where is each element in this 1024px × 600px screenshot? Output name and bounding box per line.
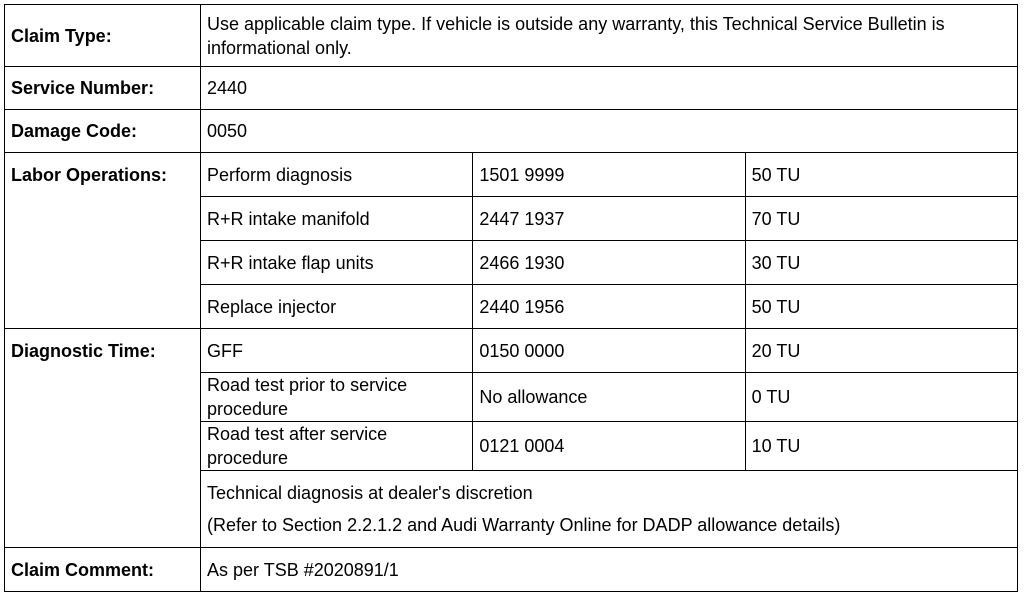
labor-op-tu: 50 TU [745, 153, 1017, 197]
service-number-value: 2440 [201, 67, 1018, 110]
claim-type-value: Use applicable claim type. If vehicle is outside any warranty, this Technical Service Bulletin is informational only. [201, 5, 1018, 67]
diag-code: 0121 0004 [473, 422, 745, 471]
claim-type-row [5, 5, 1018, 67]
diag-desc: Road test after service procedure [201, 422, 473, 471]
labor-operation-row [5, 153, 1018, 197]
labor-op-desc: Replace injector [201, 285, 473, 329]
diagnostic-time-row [5, 329, 1018, 373]
diag-tu: 20 TU [745, 329, 1017, 373]
labor-op-tu: 70 TU [745, 197, 1017, 241]
diag-tu: 10 TU [745, 422, 1017, 471]
damage-code-row [5, 110, 1018, 153]
labor-op-code: 1501 9999 [473, 153, 745, 197]
labor-op-desc: R+R intake flap units [201, 241, 473, 285]
damage-code-label: Damage Code: [5, 110, 201, 153]
claim-comment-row [5, 548, 1018, 592]
claim-comment-label: Claim Comment: [5, 548, 201, 592]
labor-operations-label: Labor Operations: [5, 153, 201, 329]
claim-type-label: Claim Type: [5, 5, 201, 67]
warranty-claim-table [4, 4, 1018, 592]
labor-op-tu: 30 TU [745, 241, 1017, 285]
service-number-label: Service Number: [5, 67, 201, 110]
labor-op-code: 2447 1937 [473, 197, 745, 241]
diag-code: 0150 0000 [473, 329, 745, 373]
diagnostic-note-line1: Technical diagnosis at dealer's discretion [207, 483, 533, 503]
labor-op-code: 2466 1930 [473, 241, 745, 285]
diag-desc: Road test prior to service procedure [201, 373, 473, 422]
diagnostic-note-line2: (Refer to Section 2.2.1.2 and Audi Warranty Online for DADP allowance details) [207, 515, 841, 535]
labor-op-desc: R+R intake manifold [201, 197, 473, 241]
service-number-row [5, 67, 1018, 110]
labor-op-code: 2440 1956 [473, 285, 745, 329]
diag-tu: 0 TU [745, 373, 1017, 422]
labor-op-desc: Perform diagnosis [201, 153, 473, 197]
diag-code: No allowance [473, 373, 745, 422]
diagnostic-time-label: Diagnostic Time: [5, 329, 201, 548]
labor-op-tu: 50 TU [745, 285, 1017, 329]
claim-comment-value: As per TSB #2020891/1 [201, 548, 1018, 592]
diag-desc: GFF [201, 329, 473, 373]
diagnostic-note [201, 471, 1018, 548]
damage-code-value: 0050 [201, 110, 1018, 153]
